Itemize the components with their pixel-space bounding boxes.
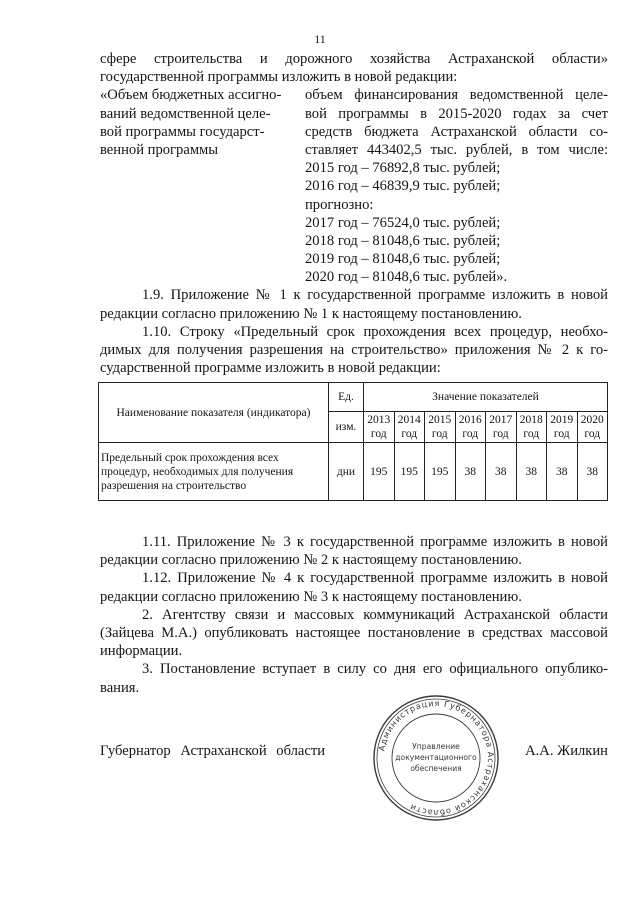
paragraph-line: информации. — [100, 643, 183, 660]
budget-year-line: 2016 год – 46839,9 тыс. рублей; — [305, 178, 501, 195]
row-value: 195 — [394, 443, 425, 501]
intro-line-1: сфере строительства и дорожного хозяйства Астраханской области» — [100, 51, 608, 67]
paragraph-1-9 — [100, 286, 608, 322]
row-unit: дни — [329, 443, 364, 501]
paragraph-1-11 — [100, 533, 608, 569]
budget-year-line: 2015 год – 76892,8 тыс. рублей; — [305, 160, 501, 177]
paragraph-line: 1.10. Строку «Предельный срок прохождения всех процедур, необхо- — [142, 323, 608, 340]
row-value: 195 — [425, 443, 456, 501]
paragraph-line: 1.11. Приложение № 3 к государственной программе изложить в новой — [142, 534, 608, 550]
row-value: 38 — [516, 443, 547, 501]
budget-value-line: средств бюджета Астраханской области со- — [305, 123, 608, 140]
stamp-inner-line: Управление — [412, 742, 460, 751]
header-values: Значение показателей — [364, 383, 608, 412]
header-year: 2016 год — [455, 412, 486, 443]
page-number: 11 — [314, 32, 326, 46]
budget-year-line: 2020 год – 81048,6 тыс. рублей». — [305, 269, 508, 286]
stamp-outer-text: Администрация Губернатора Астраханской области — [376, 697, 497, 819]
header-unit-suffix: изм. — [329, 412, 364, 443]
budget-value-line: вой программы в 2015-2020 годах за счет — [305, 105, 608, 122]
budget-year-line: 2019 год – 81048,6 тыс. рублей; — [305, 251, 501, 268]
paragraph-line: (Зайцева М.А.) опубликовать настоящее постановление в средствах массовой — [100, 625, 608, 642]
signature-line — [100, 742, 608, 762]
budget-value-line: ставляет 443402,5 тыс. рублей, в том числе: — [305, 142, 608, 159]
row-value: 195 — [364, 443, 395, 501]
indicator-table — [98, 382, 608, 501]
document-body-continued — [100, 533, 608, 697]
budget-label-line: «Объем бюджетных ассигно- — [100, 87, 282, 104]
budget-value-line: объем финансирования ведомственной целе- — [305, 87, 608, 104]
paragraph-line: вания. — [100, 679, 140, 696]
budget-year-line: 2018 год – 81048,6 тыс. рублей; — [305, 233, 501, 250]
row-value: 38 — [486, 443, 517, 501]
budget-year-line: 2017 год – 76524,0 тыс. рублей; — [305, 214, 501, 231]
official-seal-stamp — [371, 693, 501, 823]
row-indicator-name: Предельный срок прохождения всех процедур, необходимых для получения разрешения на строительство — [99, 443, 329, 501]
paragraph-2 — [100, 606, 608, 661]
document-body — [100, 50, 608, 377]
table-row — [99, 443, 608, 501]
paragraph-line: 2. Агентству связи и массовых коммуникаций Астраханской области — [142, 606, 608, 623]
stamp-inner-line: документационного — [395, 753, 477, 762]
row-value: 38 — [577, 443, 608, 501]
row-value: 38 — [455, 443, 486, 501]
budget-forecast-label: прогнозно: — [305, 196, 374, 213]
paragraph-line: редакции согласно приложению № 1 к настоящему постановлению. — [100, 305, 522, 322]
header-year: 2015 год — [425, 412, 456, 443]
paragraph-line: сударственной программе изложить в новой редакции: — [100, 360, 441, 377]
budget-label — [100, 86, 290, 159]
budget-block — [100, 86, 608, 286]
budget-label-line: ваний ведомственной целе- — [100, 105, 271, 122]
paragraph-1-10 — [100, 323, 608, 378]
header-unit: Ед. — [329, 383, 364, 412]
stamp-inner-line: обеспечения — [410, 764, 462, 773]
header-year: 2017 год — [486, 412, 517, 443]
paragraph-line: редакции согласно приложению № 2 к настоящему постановлению. — [100, 552, 522, 569]
budget-value — [305, 86, 608, 286]
header-year: 2020 год — [577, 412, 608, 443]
paragraph-line: 1.9. Приложение № 1 к государственной программе изложить в новой — [142, 287, 608, 304]
budget-label-line: вой программы государст- — [100, 123, 265, 140]
paragraph-3 — [100, 660, 608, 696]
paragraph-1-12 — [100, 569, 608, 605]
paragraph-line: редакции согласно приложению № 3 к настоящему постановлению. — [100, 588, 522, 605]
table-header-row — [99, 383, 608, 412]
paragraph-line: 1.12. Приложение № 4 к государственной программе изложить в новой — [142, 570, 608, 587]
paragraph-line: димых для получения разрешения на строительство» приложения № 2 к го- — [100, 342, 608, 359]
signatory-position: Губернатор Астраханской области — [100, 743, 326, 759]
header-year: 2019 год — [547, 412, 578, 443]
signatory-name: А.А. Жилкин — [525, 743, 608, 759]
paragraph-line: 3. Постановление вступает в силу со дня его официального опублико- — [142, 661, 608, 678]
header-indicator-name: Наименование показателя (индикатора) — [99, 383, 329, 443]
header-year: 2018 год — [516, 412, 547, 443]
budget-label-line: венной программы — [100, 142, 219, 159]
row-value: 38 — [547, 443, 578, 501]
header-year: 2013 год — [364, 412, 395, 443]
header-year: 2014 год — [394, 412, 425, 443]
intro-line-2: государственной программы изложить в новой редакции: — [100, 69, 458, 86]
